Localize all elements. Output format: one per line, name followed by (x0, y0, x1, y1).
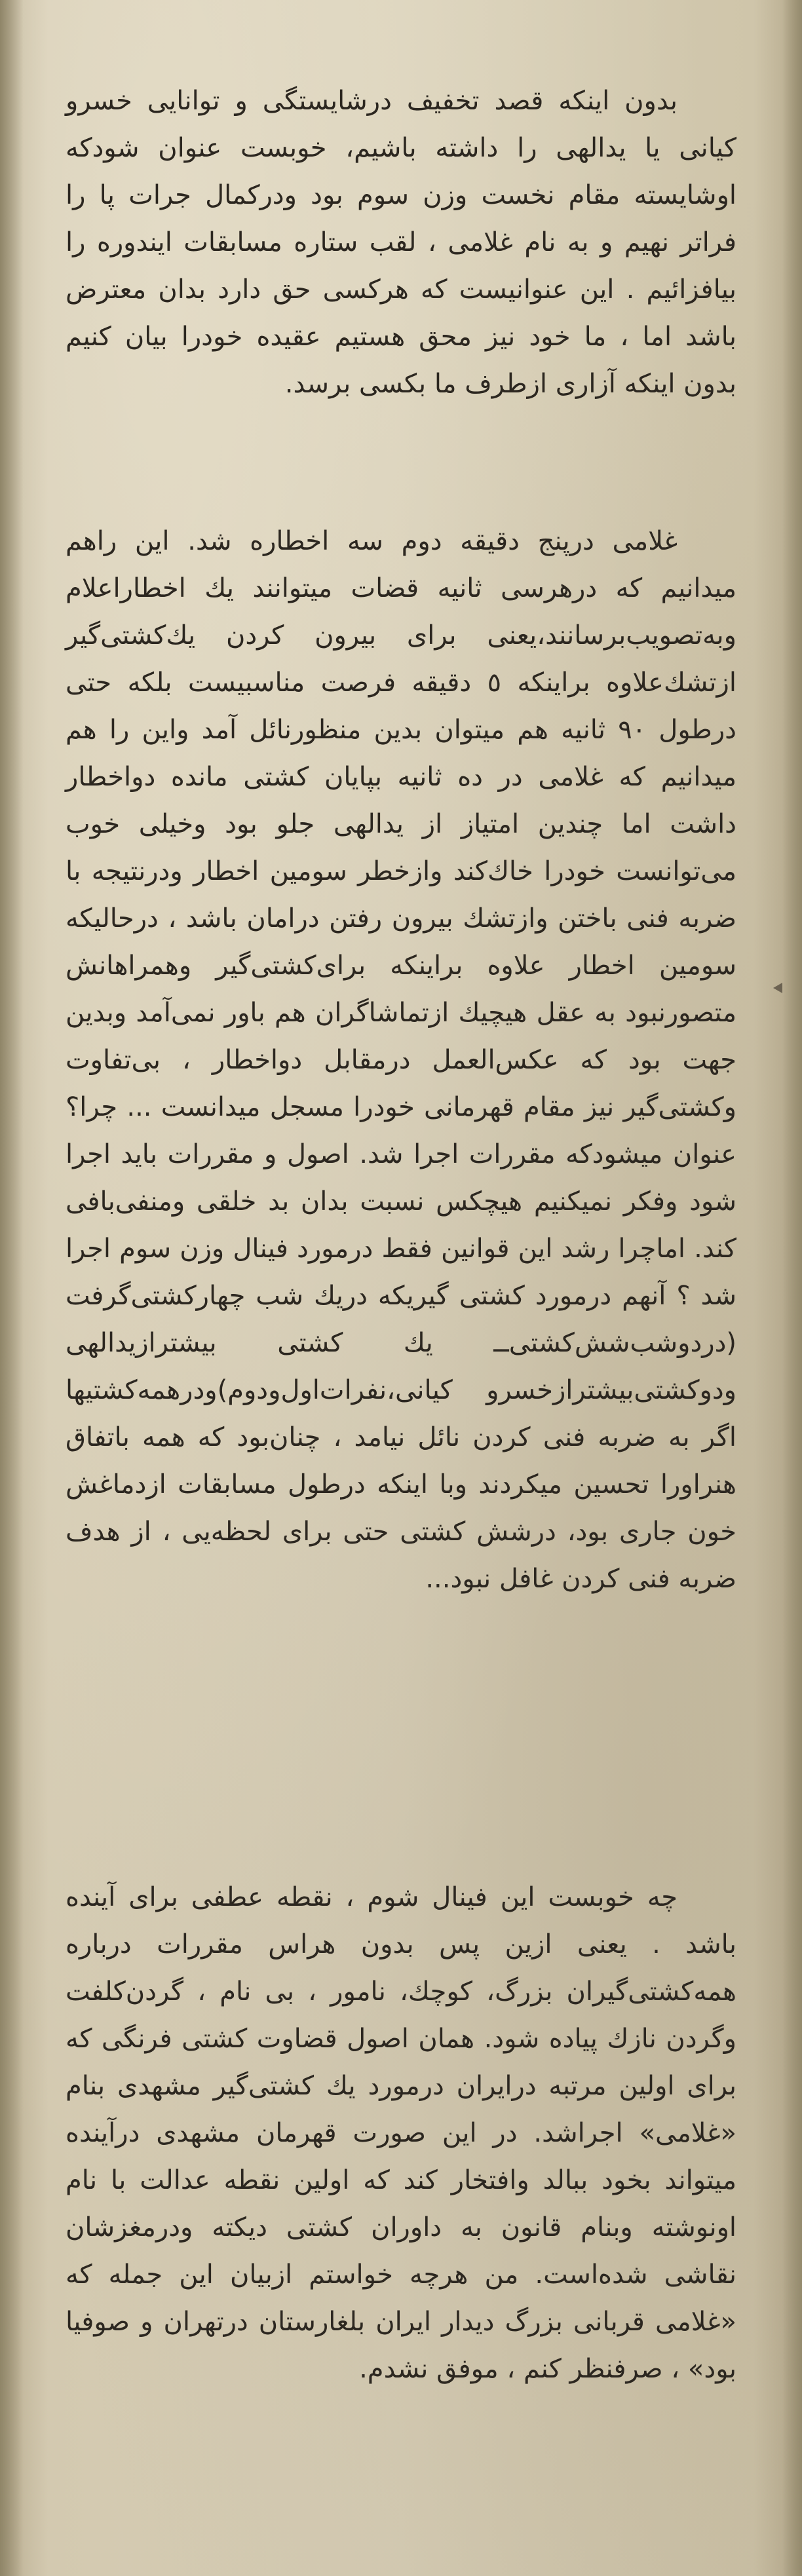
article-paragraph-2 (66, 518, 736, 1602)
paragraph-text: چه خوبست این فینال شوم ، نقطه عطفی برای آینده باشد . یعنی ازین پس بدون هراس مقررات درباره همه‌کشتی‌گیران بزرگ، کوچك، نامور ، بی نام ، گردن‌کلفت وگردن نازك پیاده شود. همان اصول قضاوت کشتی فرنگی که برای اولین مرتبه درایران درمورد یك کشتی‌گیر مشهدی بنام «غلامی» اجراشد. در این صورت قهرمان مشهدی درآینده میتواند بخود ببالد وافتخار کند که اولین نقطه عدالت با نام اونوشته وبنام قانون به داوران کشتی دیکته ودرمغزشان نقاشی شده‌است. من هرچه خواستم ازبیان این جمله که «غلامی قربانی بزرگ دیدار ایران بلغارستان درتهران و صوفیا بود» ، صرفنظر کنم ، موفق نشدم. (66, 1882, 736, 2384)
paragraph-text: غلامی درپنج دقیقه دوم سه اخطاره شد. این راهم میدانیم که درهرسی ثانیه قضات میتوانند یك اخطاراعلام وبه‌تصویب‌برسانند،یعنی برای بیرون کردن یك‌کشتی‌گیر ازتشك‌علاوه براینکه ٥ دقیقه فرصت مناسبیست بلکه حتی درطول ٩٠ ثانیه هم میتوان بدین منظورنائل آمد واین را هم میدانیم که غلامی در ده ثانیه بپایان کشتی مانده دواخطار داشت اما چندین امتیاز از یدالهی جلو بود وخیلی خوب می‌توانست خودرا خاك‌كند وازخطر سومین اخطار ودرنتیجه با ضربه فنی باختن وازتشك بیرون رفتن درامان باشد ، درحالیکه سومین اخطار علاوه براینکه برای‌کشتی‌گیر وهمراهانش متصورنبود به عقل هیچیك ازتماشاگران هم باور نمی‌آمد وبدین جهت بود که عکس‌العمل درمقابل دواخطار ، بی‌تفاوت وکشتی‌گیر نیز مقام قهرمانی خودرا مسجل میدانست ... چرا؟ عنوان میشودکه مقررات اجرا شد. اصول و مقررات باید اجرا شود وفکر نمیکنیم هیچکس نسبت بدان بد خلقی ومنفی‌بافی کند. اماچرا رشد این قوانین فقط درمورد فینال وزن سوم اجرا شد ؟ آنهم درمورد کشتی گیریکه دریك شب چهارکشتی‌گرفت (دردوشب‌شش‌کشتی‌ــ یك کشتی بیشترازیدالهی ودوکشتی‌بیشترازخسرو کیانی،نفرات‌اول‌ودوم)ودرهمه‌کشتیها اگر به ضربه فنی کردن نائل نیامد ، چنان‌بود که همه باتفاق هنراورا تحسین میکردند وبا اینکه درطول مسابقات ازدماغش خون جاری بود، درشش کشتی حتی برای لحظه‌یی ، از هدف ضربه فنی کردن غافل نبود... (66, 526, 736, 1594)
page-edge-shadow-left (0, 0, 24, 2576)
margin-arrow-mark (773, 983, 782, 993)
article-paragraph-1 (66, 77, 736, 407)
article-paragraph-3 (66, 1874, 736, 2393)
paragraph-text: بدون اینکه قصد تخفیف درشایستگی و توانایی خسرو کیانی یا یدالهی را داشته باشیم، خوبست عنوان شودکه اوشایسته مقام نخست وزن سوم بود ودرکمال جرات پا را فراتر نهیم و به نام غلامی ، لقب ستاره مسابقات ایندوره را بیافزائیم . این عنوانیست که هرکسی حق دارد بدان معترض باشد اما ، ما خود نیز محق هستیم عقیده خودرا بیان کنیم بدون اینکه آزاری ازطرف ما بکسی برسد. (66, 86, 736, 399)
page-edge-shadow-right (782, 0, 802, 2576)
